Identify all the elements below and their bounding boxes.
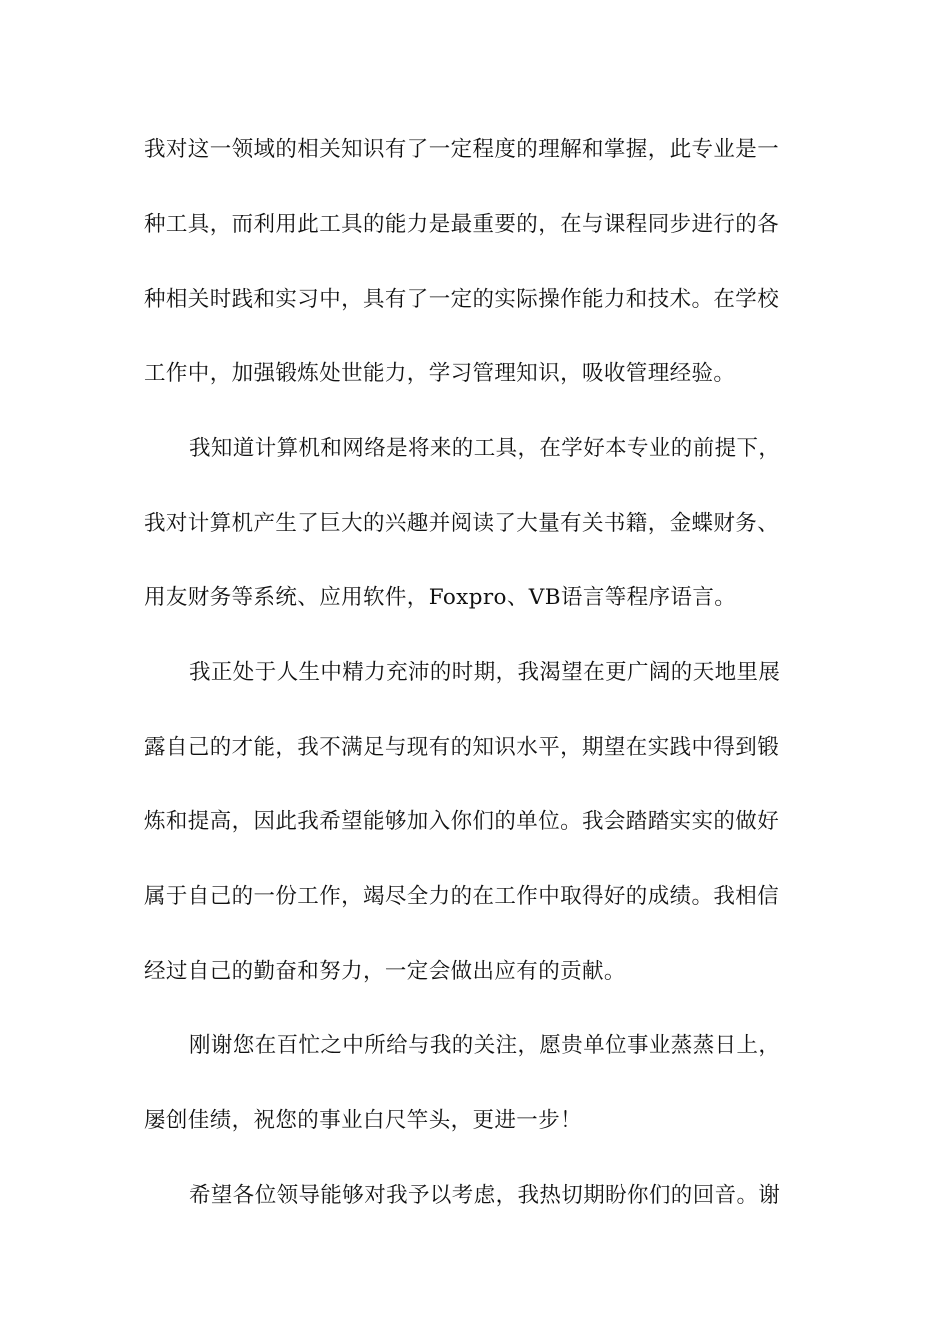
paragraph-first-line: 刚谢您在百忙之中所给与我的关注，愿贵单位事业蒸蒸日上， — [189, 1033, 781, 1058]
paragraph-first-line: 希望各位领导能够对我予以考虑，我热切期盼你们的回音。谢 — [189, 1183, 781, 1208]
text-line: 露自己的才能，我不满足与现有的知识水平，期望在实践中得到锻 — [144, 735, 780, 760]
text-line: 炼和提高，因此我希望能够加入你们的单位。我会踏踏实实的做好 — [144, 809, 780, 834]
text-line: 用友财务等系统、应用软件，Foxpro、VB语言等程序语言。 — [144, 585, 737, 610]
paragraph-first-line: 我正处于人生中精力充沛的时期，我渴望在更广阔的天地里展 — [189, 660, 781, 685]
text-line: 经过自己的勤奋和努力，一定会做出应有的贡献。 — [144, 959, 626, 984]
text-line: 我对计算机产生了巨大的兴趣并阅读了大量有关书籍，金蝶财务、 — [144, 511, 780, 536]
text-line: 种相关时践和实习中，具有了一定的实际操作能力和技术。在学校 — [144, 287, 780, 312]
text-line: 屡创佳绩，祝您的事业白尺竿头，更进一步！ — [144, 1108, 583, 1133]
text-line: 我对这一领域的相关知识有了一定程度的理解和掌握，此专业是一 — [144, 137, 780, 162]
text-line: 工作中，加强锻炼处世能力，学习管理知识，吸收管理经验。 — [144, 361, 736, 386]
text-line: 属于自己的一份工作，竭尽全力的在工作中取得好的成绩。我相信 — [144, 884, 780, 909]
paragraph-first-line: 我知道计算机和网络是将来的工具，在学好本专业的前提下， — [189, 436, 781, 461]
text-line: 种工具，而利用此工具的能力是最重要的，在与课程同步进行的各 — [144, 212, 780, 237]
